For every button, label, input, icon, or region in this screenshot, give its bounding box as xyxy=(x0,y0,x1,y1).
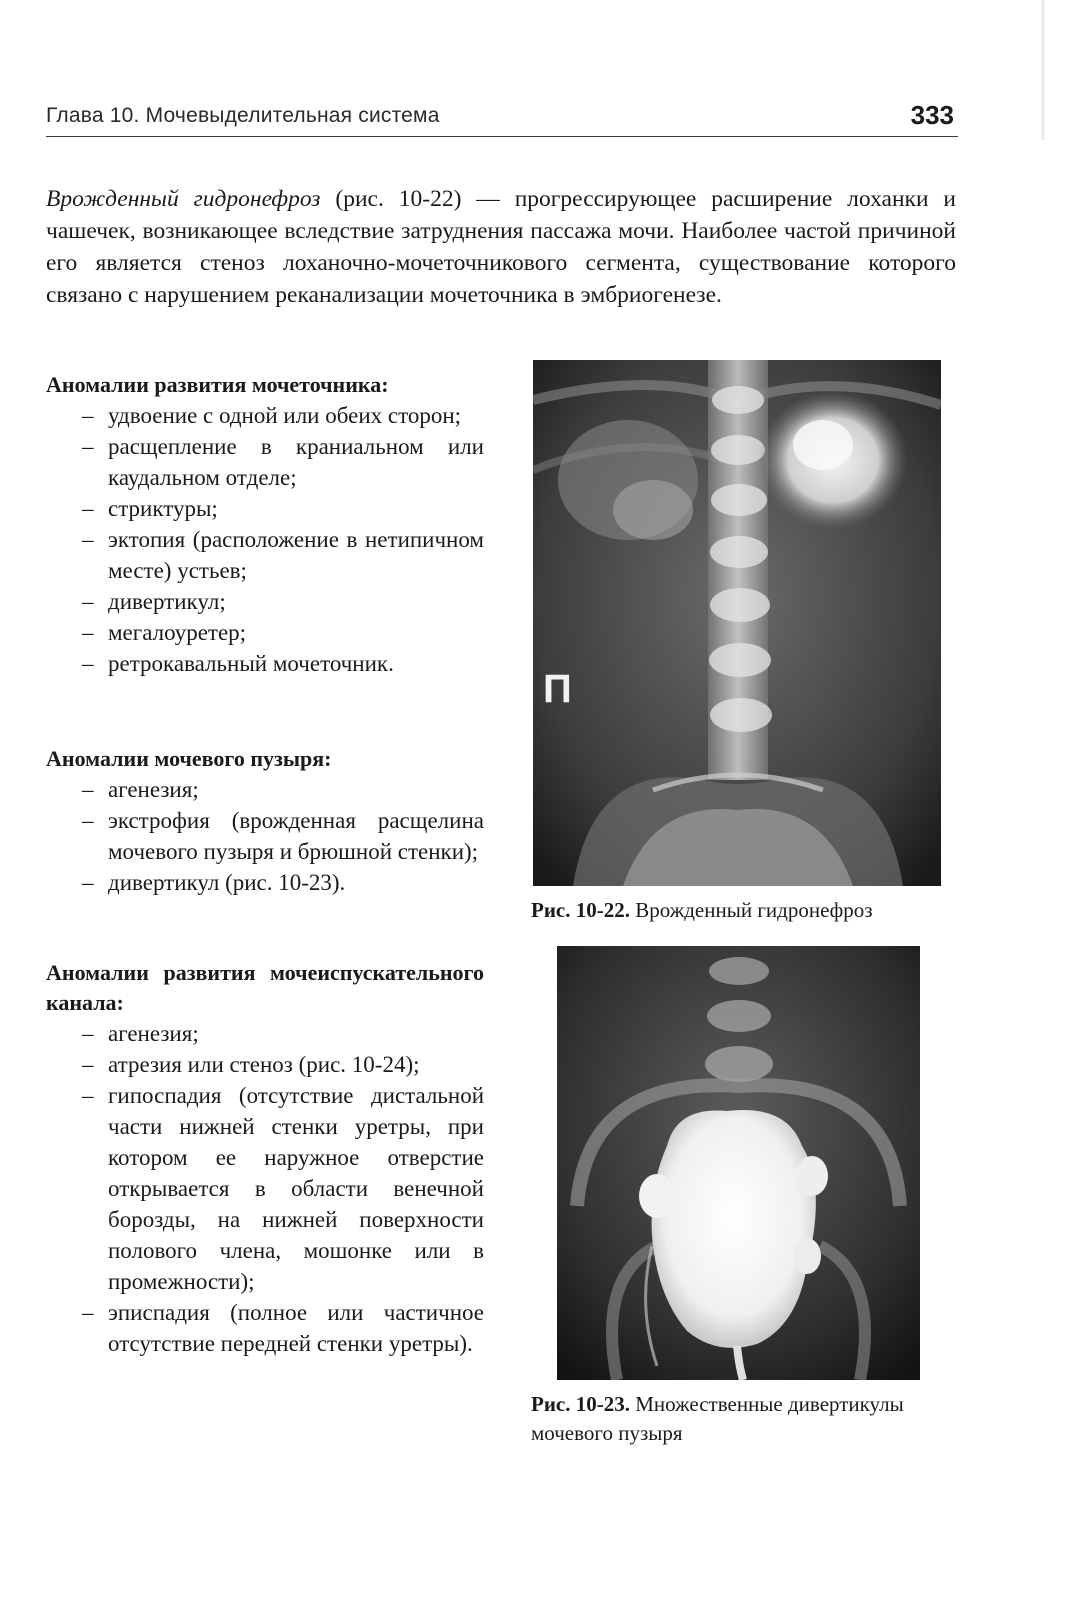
list-item: – эктопия (расположение в нетипичном месте) устьев; xyxy=(82,527,484,583)
section-heading: Аномалии развития мочеиспускательного канала: xyxy=(46,960,484,1015)
list-item: – дивертикул (рис. 10-23). xyxy=(82,870,346,895)
anomaly-list xyxy=(46,774,484,898)
list-item: – ретрокавальный мочеточник. xyxy=(82,651,394,676)
list-item: – экстрофия (врожденная расщелина мочевого пузыря и брюшной стенки); xyxy=(82,808,484,864)
xray-bladder-drawing xyxy=(557,946,920,1380)
xray-bladder-diverticula-image xyxy=(557,946,920,1380)
list-item: – мегалоуретер; xyxy=(82,620,247,645)
scan-edge xyxy=(1040,0,1046,140)
section-heading: Аномалии развития мочеточника: xyxy=(46,372,389,397)
figure-caption-text: Множественные дивертикулы мочевого пузыря xyxy=(531,1392,904,1445)
page-number: 333 xyxy=(910,100,954,130)
running-title: Глава 10. Мочевыделительная система xyxy=(46,104,440,127)
anomaly-list xyxy=(46,1018,484,1359)
figure-label: Рис. 10-23. xyxy=(531,1392,630,1416)
figure-caption-text: Врожденный гидронефроз xyxy=(630,898,873,922)
figure-caption xyxy=(531,896,961,925)
list-item: – дивертикул; xyxy=(82,589,226,614)
figure-caption xyxy=(531,1390,961,1448)
list-item: – эписпадия (полное или частичное отсутствие передней стенки уретры). xyxy=(82,1300,484,1356)
intro-term: Врожденный гидронефроз xyxy=(46,186,321,212)
xray-hydronephrosis-image xyxy=(533,360,941,886)
list-item: – агенезия; xyxy=(82,777,199,802)
xray-side-marker xyxy=(543,667,572,711)
list-item: – стриктуры; xyxy=(82,496,218,521)
section-heading: Аномалии мочевого пузыря: xyxy=(46,746,332,771)
svg-text:П: П xyxy=(543,667,572,711)
list-item: – удвоение с одной или обеих сторон; xyxy=(82,403,462,428)
section-ureter xyxy=(46,370,484,679)
section-urethra xyxy=(46,958,484,1359)
anomaly-list xyxy=(46,400,484,679)
list-item: – атрезия или стеноз (рис. 10-24); xyxy=(82,1052,420,1077)
list-item: – агенезия; xyxy=(82,1021,199,1046)
section-bladder xyxy=(46,744,484,898)
running-header xyxy=(46,100,958,137)
intro-paragraph xyxy=(46,183,956,311)
figure-label: Рис. 10-22. xyxy=(531,898,630,922)
xray-hydronephrosis-drawing xyxy=(533,360,941,886)
list-item: – гипоспадия (отсутствие дистальной части нижней стенки уретры, при котором ее наружное отверстие открывается в области венечной борозды, на нижней поверхности полового члена, мошонке или в промежности); xyxy=(82,1083,484,1294)
intro-text: (рис. 10-22) — прогрессирующее расширение лоханки и чашечек, возникающее вследствие затруднения пассажа мочи. Наиболее частой причиной его является стеноз лоханочно-мочеточникового сегмента, существование которого связано с нарушением реканализации мочеточника в эмбриогенезе. xyxy=(46,186,956,308)
list-item: – расщепление в краниальном или каудальном отделе; xyxy=(82,434,484,490)
